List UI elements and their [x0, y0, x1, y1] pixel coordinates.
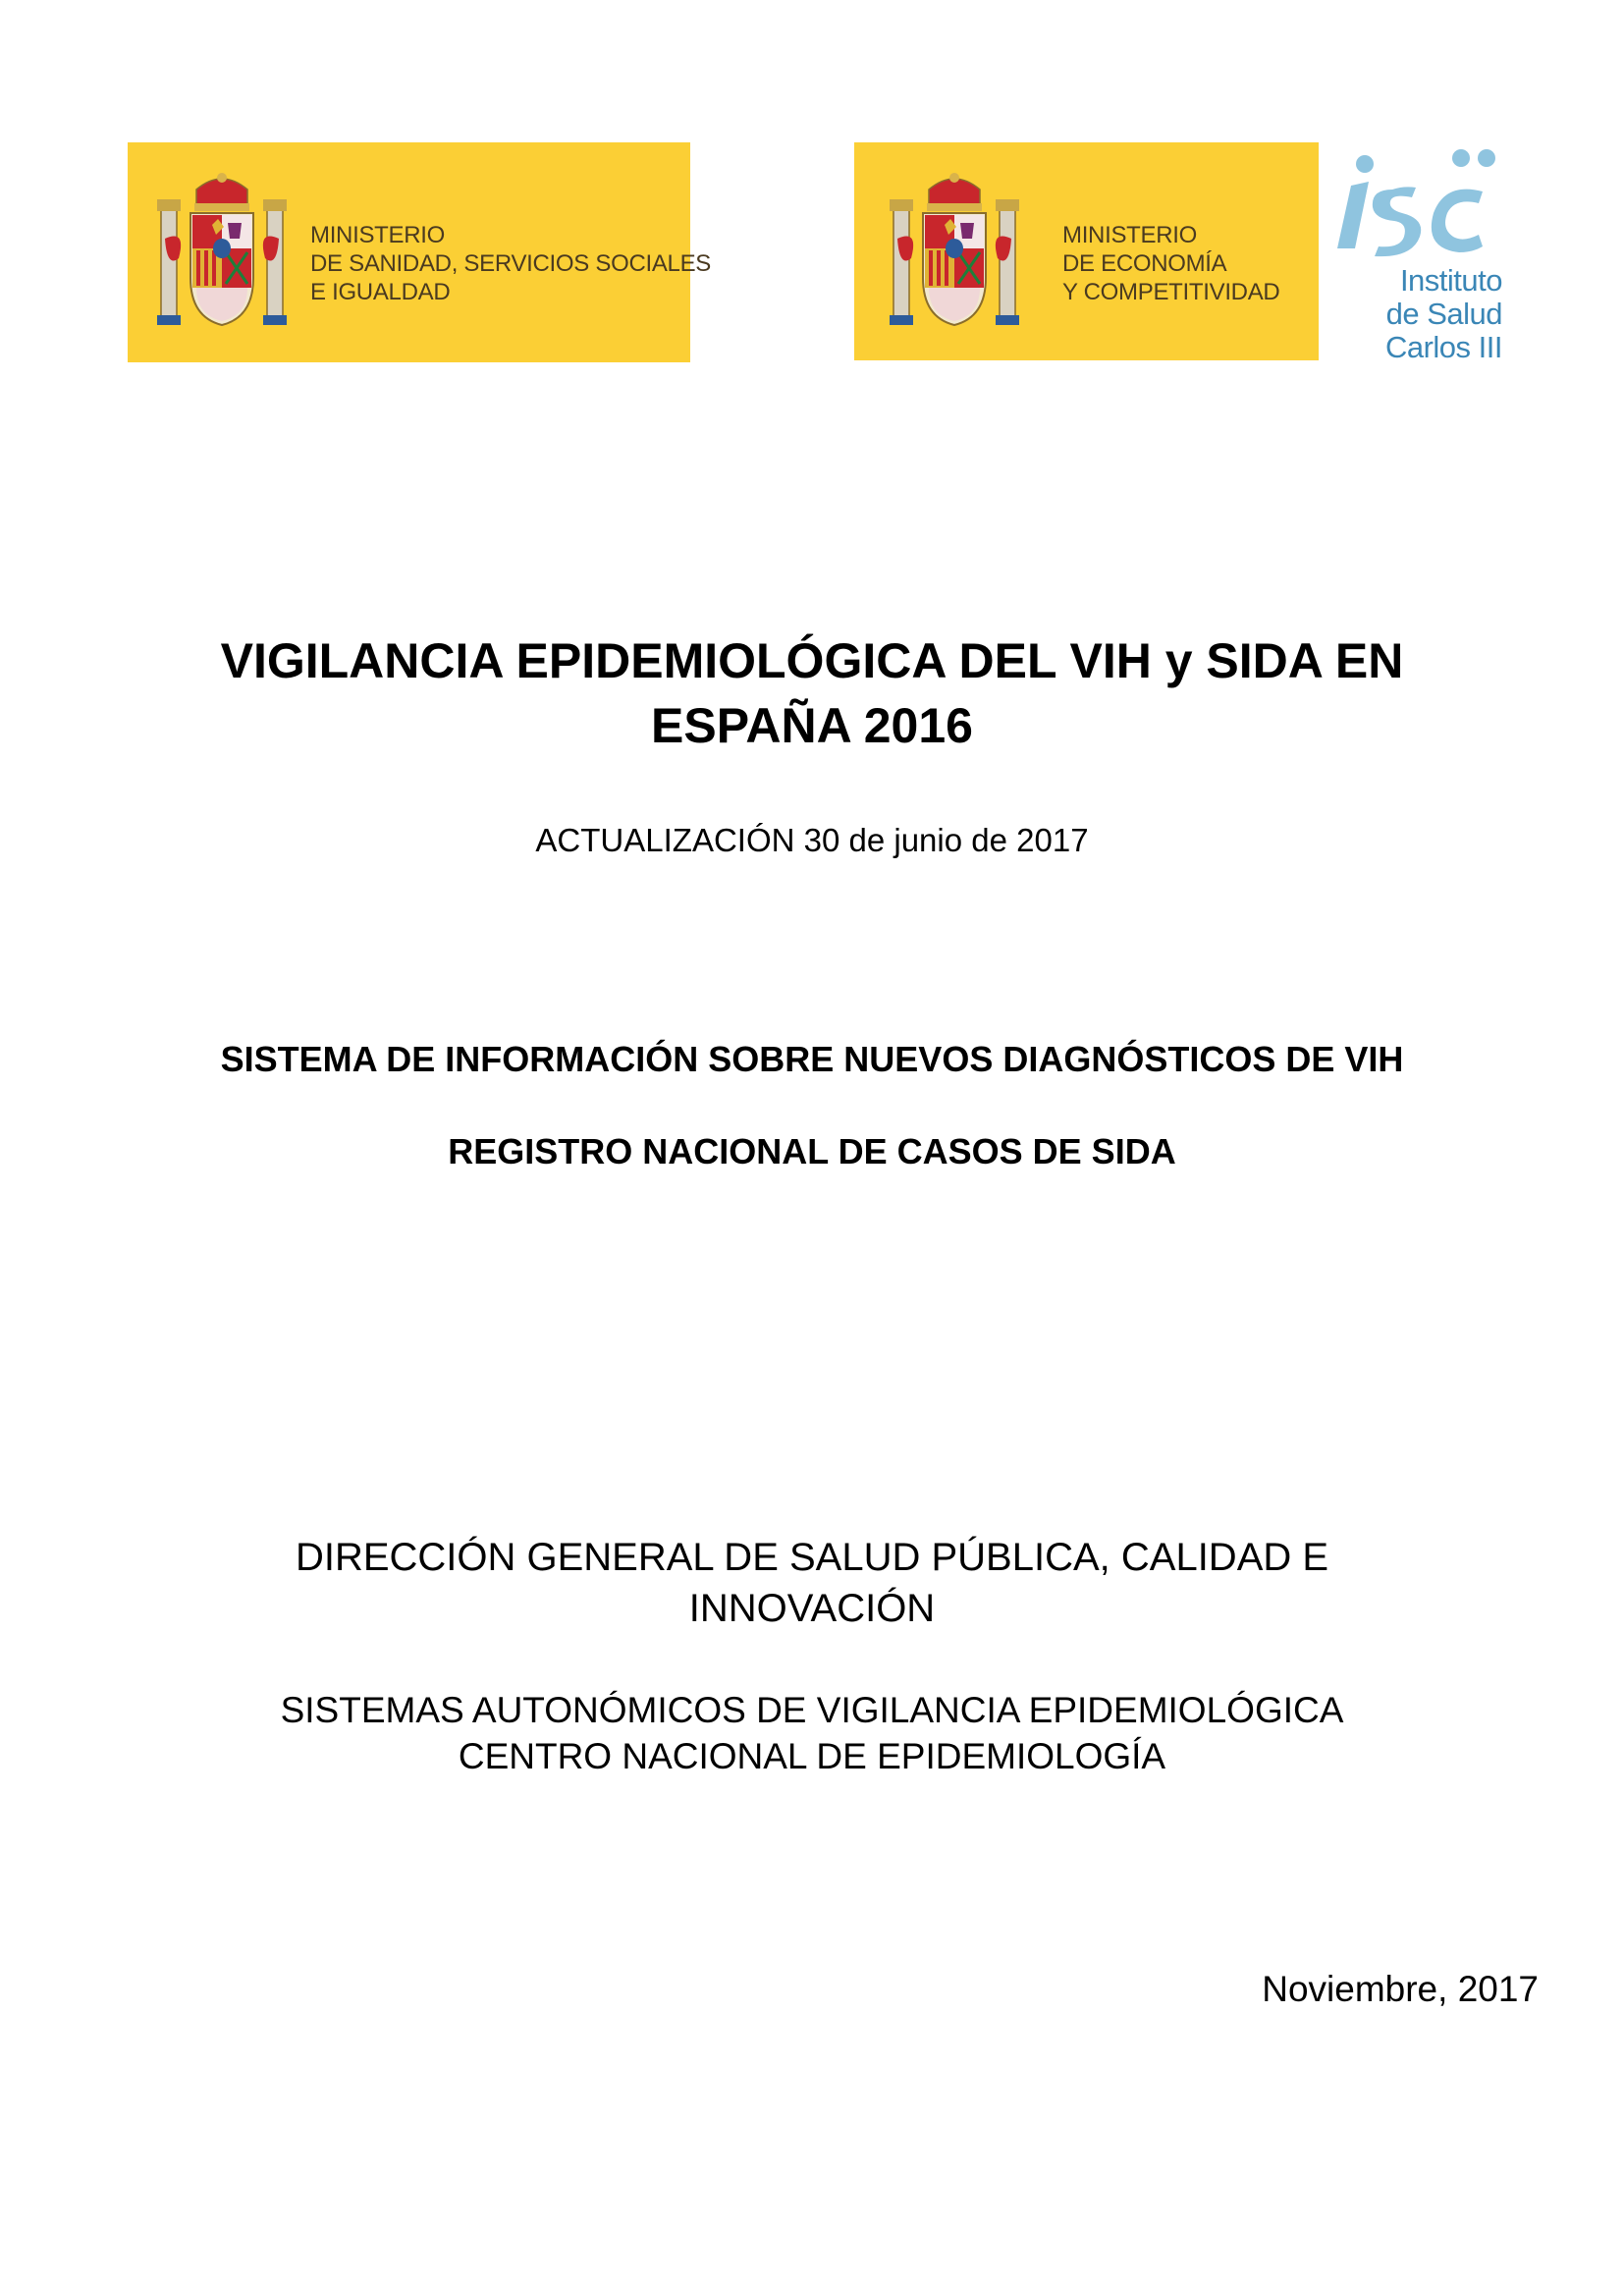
title-line-1: VIGILANCIA EPIDEMIOLÓGICA DEL VIH y SIDA EN	[220, 633, 1404, 688]
registry-heading: REGISTRO NACIONAL DE CASOS DE SIDA	[448, 1131, 1176, 1171]
msssi-line-1: MINISTERIO	[310, 222, 446, 248]
coat-of-arms-icon	[890, 170, 1019, 330]
isciii-line-3: Carlos III	[1384, 330, 1502, 364]
sistemas-line-2: CENTRO NACIONAL DE EPIDEMIOLOGÍA	[458, 1736, 1166, 1776]
mineco-logo	[854, 142, 1319, 360]
sistemas-line-1: SISTEMAS AUTONÓMICOS DE VIGILANCIA EPIDEMIOLÓGICA	[280, 1690, 1344, 1730]
update-date: ACTUALIZACIÓN 30 de junio de 2017	[535, 822, 1089, 858]
title-line-2: ESPAÑA 2016	[651, 698, 973, 753]
msssi-ministry-name	[310, 221, 711, 306]
isciii-name	[1380, 264, 1502, 364]
mineco-line-1: MINISTERIO	[1062, 222, 1198, 248]
document-title	[0, 628, 1624, 758]
mineco-ministry-name	[1062, 221, 1279, 306]
direccion-line-2: INNOVACIÓN	[688, 1587, 936, 1630]
isciii-line-2: de Salud	[1385, 297, 1502, 331]
direccion-line-1: DIRECCIÓN GENERAL DE SALUD PÚBLICA, CALIDAD E	[295, 1536, 1329, 1579]
mineco-line-2: DE ECONOMÍA	[1062, 250, 1227, 277]
msssi-logo	[128, 142, 712, 362]
publication-date: Noviembre, 2017	[1262, 1969, 1539, 2009]
coat-of-arms-icon	[157, 170, 287, 330]
msssi-line-3: E IGUALDAD	[310, 279, 451, 305]
mineco-line-3: Y COMPETITIVIDAD	[1062, 279, 1280, 305]
isc-mark-icon	[1335, 142, 1512, 260]
system-info-heading: SISTEMA DE INFORMACIÓN SOBRE NUEVOS DIAGNÓSTICOS DE VIH	[220, 1039, 1404, 1079]
sistemas-autonomicos	[0, 1687, 1624, 1779]
msssi-line-2: DE SANIDAD, SERVICIOS SOCIALES	[310, 250, 712, 277]
direccion-general	[0, 1532, 1624, 1634]
isciii-line-1: Instituto	[1399, 263, 1502, 298]
isciii-logo	[1335, 142, 1512, 368]
